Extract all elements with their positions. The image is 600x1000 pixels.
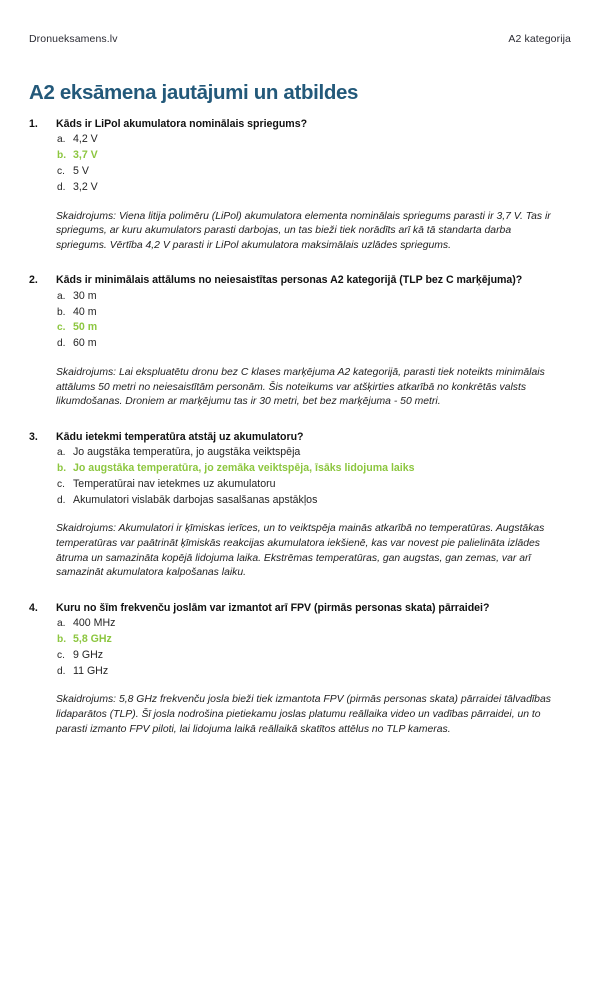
question-number: 2. xyxy=(29,274,38,287)
answer-letter: a. xyxy=(57,290,66,302)
header-site-name: Dronueksamens.lv xyxy=(29,33,118,45)
answer-option[interactable] xyxy=(29,289,571,305)
question-heading xyxy=(29,117,571,131)
answer-letter: b. xyxy=(57,150,67,162)
answer-option[interactable] xyxy=(29,648,571,664)
answer-letter: c. xyxy=(57,649,65,661)
answer-option[interactable] xyxy=(29,477,571,493)
answer-text: Akumulatori vislabāk darbojas sasalšanas apstākļos xyxy=(73,493,318,506)
answer-text: Jo augstāka temperatūra, jo augstāka veiktspēja xyxy=(73,446,301,459)
answer-option[interactable] xyxy=(29,664,571,680)
answer-option[interactable] xyxy=(29,336,571,352)
question-number: 3. xyxy=(29,430,38,443)
question-text: Kuru no šīm frekvenču joslām var izmantot arī FPV (pirmās personas skata) pārraidei? xyxy=(56,601,490,614)
answer-text: 40 m xyxy=(73,305,97,318)
question-text: Kāds ir LiPol akumulatora nominālais spriegums? xyxy=(56,118,308,130)
answer-option-correct[interactable] xyxy=(29,320,571,336)
question-block xyxy=(29,117,571,253)
answer-list xyxy=(29,616,571,679)
answer-letter: d. xyxy=(57,494,66,506)
answer-list xyxy=(29,132,571,195)
question-explanation: Skaidrojums: 5,8 GHz frekvenču josla bieži tiek izmantota FPV (pirmās personas skata) pārraidei tālvadības lidaparātos (TLP). Šī josla nodrošina pietiekamu joslas platumu reāllaika video un vadības pārraidei, un to parasti izmanto FPV piloti, lai lidojuma laikā reāllaikā skatītos attēlus no TLP kameras. xyxy=(56,694,551,735)
question-explanation: Skaidrojums: Viena litija polimēru (LiPol) akumulatora elementa nominālais spriegums parasti ir 3,7 V. Tas ir spriegums, ar kuru akumulators parasti darbojas, un tas bieži tiek norādīts arī kā tā standarta darba spriegums. Vērtība 4,2 V parasti ir LiPol akumulatora maksimālais uzlādes spriegums. xyxy=(56,210,551,251)
answer-option[interactable] xyxy=(29,445,571,461)
document-header xyxy=(29,33,571,46)
answer-option-correct[interactable] xyxy=(29,461,571,477)
answer-option[interactable] xyxy=(29,616,571,632)
answer-letter: a. xyxy=(57,134,66,146)
answer-text: Jo augstāka temperatūra, jo zemāka veiktspēja, īsāks lidojuma laiks xyxy=(73,461,415,474)
answer-letter: a. xyxy=(57,447,66,459)
question-number: 1. xyxy=(29,118,38,130)
answer-text: 11 GHz xyxy=(73,664,109,677)
answer-letter: d. xyxy=(57,338,66,350)
answer-letter: b. xyxy=(57,306,66,318)
answer-option[interactable] xyxy=(29,305,571,321)
header-category-label: A2 kategorija xyxy=(508,33,571,45)
answer-list xyxy=(29,445,571,508)
question-block xyxy=(29,273,571,409)
answer-letter: b. xyxy=(57,462,67,474)
answer-text: 5 V xyxy=(73,165,89,177)
answer-text: 3,2 V xyxy=(73,180,98,193)
answer-option[interactable] xyxy=(29,493,571,509)
answer-text: 4,2 V xyxy=(73,133,98,146)
answer-text: 50 m xyxy=(73,321,98,334)
answer-text: Temperatūrai nav ietekmes uz akumulatoru xyxy=(73,477,276,490)
answer-list xyxy=(29,289,571,352)
answer-letter: b. xyxy=(57,633,67,645)
answer-option[interactable] xyxy=(29,132,571,148)
answer-letter: d. xyxy=(57,181,66,193)
question-explanation: Skaidrojums: Lai ekspluatētu dronu bez C klases marķējuma A2 kategorijā, parasti tiek noteikts minimālais attālums 50 metri no neiesaistītām personām. Šis noteikums var atšķirties atkarībā no konkrētās valsts likumdošanas. Droniem ar marķējumu tas ir 30 metri, bet bez marķējuma - 50 metri. xyxy=(56,366,545,408)
question-number: 4. xyxy=(29,601,38,614)
question-explanation: Skaidrojums: Akumulatori ir ķīmiskas ierīces, un to veiktspēja mainās atkarībā no temperatūras. Augstākas temperatūras var paātrināt ķīmiskās reakcijas akumulatora iekšienē, kas var novest pie palielināta izlādes ātruma un samazināta kopējā lidojuma laika. Ekstrēmas temperatūras, gan augstas, gan zemas, var arī samazināt akumulatora kalpošanas laiku. xyxy=(56,523,545,579)
answer-option-correct[interactable] xyxy=(29,148,571,164)
page-title: A2 eksāmena jautājumi un atbildes xyxy=(29,81,359,104)
answer-text: 5,8 GHz xyxy=(73,632,112,645)
answer-text: 400 MHz xyxy=(73,617,116,630)
question-heading xyxy=(29,430,571,444)
document-content xyxy=(29,80,571,737)
question-block xyxy=(29,601,571,737)
answer-text: 3,7 V xyxy=(73,149,98,162)
answer-option[interactable] xyxy=(29,180,571,196)
answer-option[interactable] xyxy=(29,164,571,180)
question-text: Kāds ir minimālais attālums no neiesaistītas personas A2 kategorijā (TLP bez C marķējuma)? xyxy=(56,274,523,287)
answer-letter: c. xyxy=(57,166,65,177)
question-block xyxy=(29,430,571,581)
answer-letter: a. xyxy=(57,618,66,630)
answer-letter: c. xyxy=(57,322,66,334)
question-text: Kādu ietekmi temperatūra atstāj uz akumulatoru? xyxy=(56,430,304,443)
answer-letter: d. xyxy=(57,665,66,677)
answer-option-correct[interactable] xyxy=(29,632,571,648)
question-heading xyxy=(29,601,571,615)
answer-letter: c. xyxy=(57,478,65,490)
answer-text: 30 m xyxy=(73,289,97,302)
answer-text: 9 GHz xyxy=(73,648,104,661)
question-heading xyxy=(29,273,571,287)
answer-text: 60 m xyxy=(73,337,97,350)
